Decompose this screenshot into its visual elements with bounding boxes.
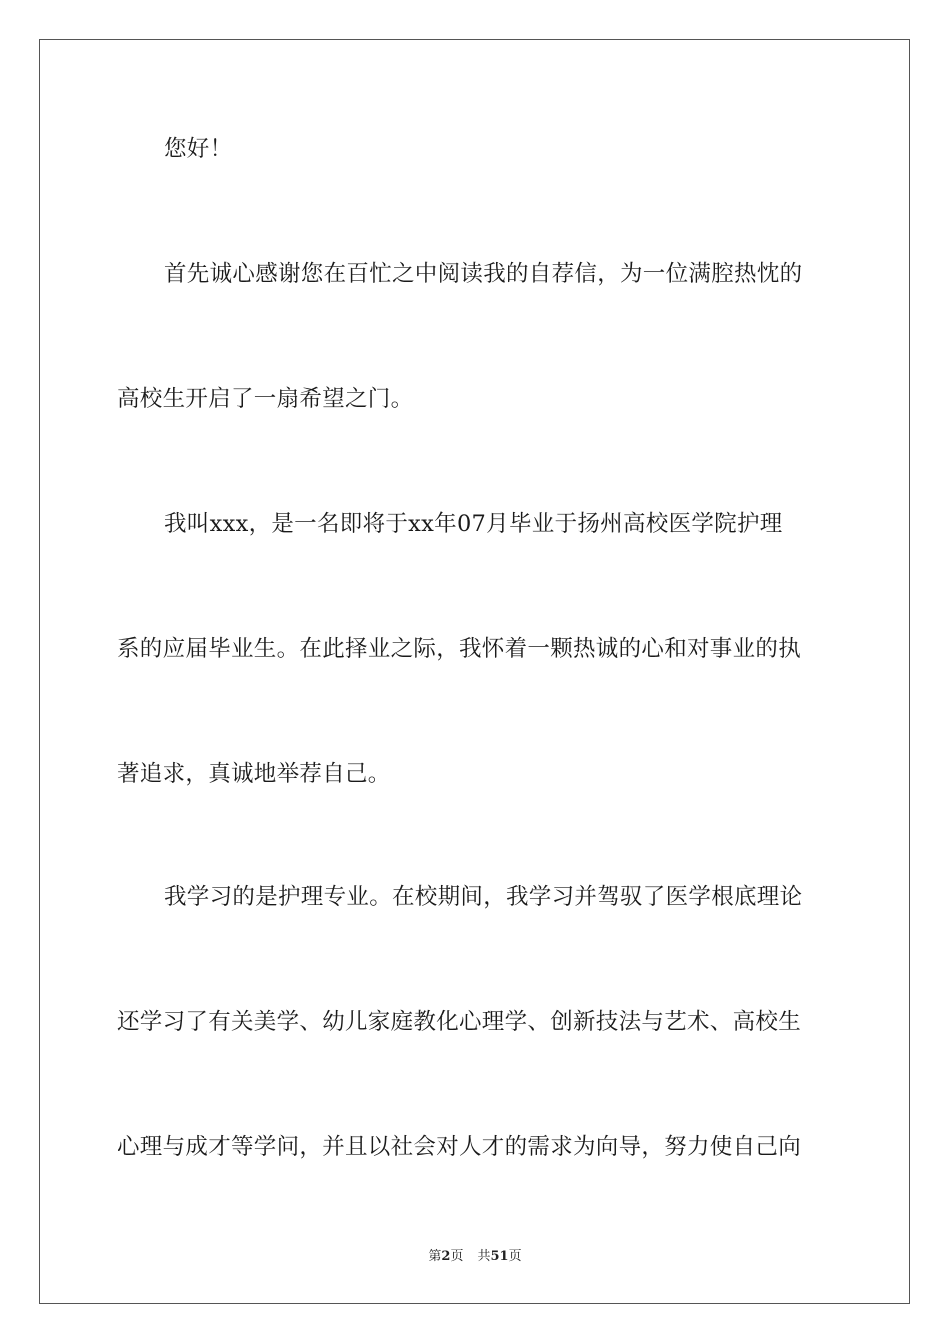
- paragraph-1-line-1: 首先诚心感谢您在百忙之中阅读我的自荐信，为一位满腔热忱的: [164, 261, 803, 287]
- paragraph-2-line-3: 著追求，真诚地举荐自己。: [117, 761, 391, 787]
- current-page-number: 2: [441, 1249, 451, 1264]
- paragraph-3-line-1: 我学习的是护理专业。在校期间，我学习并驾驭了医学根底理论: [164, 884, 803, 910]
- total-suffix: 页: [508, 1249, 522, 1264]
- paragraph-2-line-1: 我叫xxx，是一名即将于xx年07月毕业于扬州高校医学院护理: [164, 511, 783, 537]
- total-page-count: 51: [490, 1249, 509, 1264]
- paragraph-3-line-3: 心理与成才等学问，并且以社会对人才的需求为向导，努力使自己向: [117, 1134, 802, 1160]
- page-footer: [0, 1248, 950, 1266]
- total-prefix: 共: [477, 1249, 491, 1264]
- paragraph-1-line-2: 高校生开启了一扇希望之门。: [117, 386, 414, 412]
- page-prefix: 第: [428, 1249, 442, 1264]
- page-border: [39, 39, 910, 1304]
- greeting-line: 您好！: [164, 136, 233, 162]
- paragraph-2-line-2: 系的应届毕业生。在此择业之际，我怀着一颗热诚的心和对事业的执: [117, 636, 802, 662]
- paragraph-3-line-2: 还学习了有关美学、幼儿家庭教化心理学、创新技法与艺术、高校生: [117, 1009, 802, 1035]
- page-suffix: 页: [450, 1249, 464, 1264]
